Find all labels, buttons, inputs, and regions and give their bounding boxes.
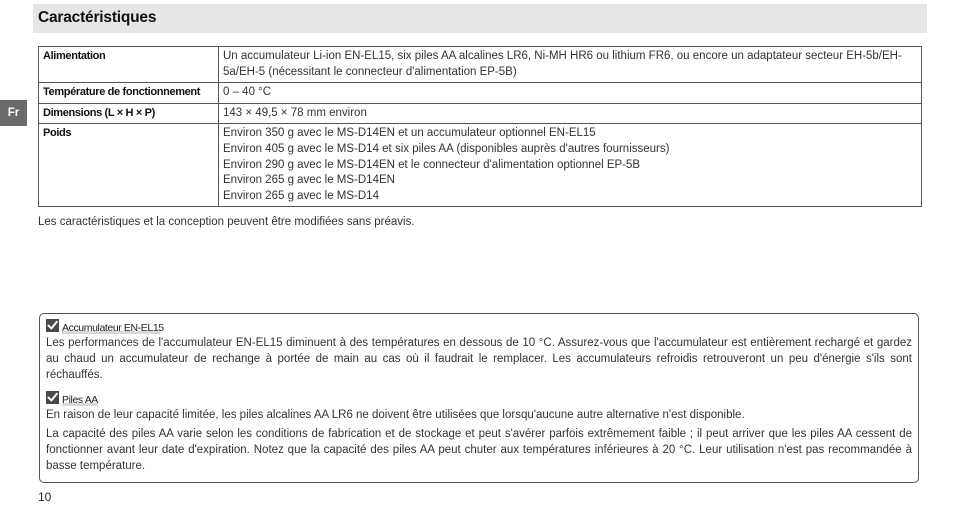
tip-title-wrap bbox=[62, 318, 164, 336]
tip-paragraph: Les performances de l'accumulateur EN-EL15 diminuent à des températures en dessous de 10 °C. Assurez-vous que l'accumulateur est entièrement rechargé et gardez au chaud un accumulateur de rechange à portée de main au cas où il faudrait le remplacer. Les accumulateurs refroidis retrouveront un peu d'énergie s'ils sont réchauffés. bbox=[46, 337, 912, 381]
table-row bbox=[39, 124, 922, 207]
page-title: Caractéristiques bbox=[38, 9, 157, 26]
spec-value bbox=[219, 124, 922, 207]
spec-value-line: Un accumulateur Li-ion EN-EL15, six piles AA alcalines LR6, Ni-MH HR6 ou lithium FR6, ou encore un adaptateur secteur EH-5b/EH-5a/EH-5 (nécessitant le connecteur d'alimentation EP-5B) bbox=[223, 50, 902, 78]
spec-value bbox=[219, 83, 922, 104]
check-box-icon bbox=[46, 391, 59, 404]
specifications-table bbox=[38, 46, 922, 207]
spec-label: Dimensions (L × H × P) bbox=[39, 103, 219, 124]
spec-value bbox=[219, 103, 922, 124]
check-box-icon bbox=[46, 319, 59, 332]
spec-value-line: Environ 265 g avec le MS-D14 bbox=[223, 189, 379, 202]
spec-value-line: Environ 405 g avec le MS-D14 et six piles AA (disponibles auprès d'autres fournisseurs) bbox=[223, 142, 670, 155]
spec-label: Alimentation bbox=[39, 47, 219, 83]
tip-title: Accumulateur EN-EL15 bbox=[62, 322, 164, 334]
language-tab: Fr bbox=[0, 100, 27, 126]
spec-value-line: 143 × 49,5 × 78 mm environ bbox=[223, 106, 367, 119]
spec-label: Poids bbox=[39, 124, 219, 207]
spec-value-line: Environ 290 g avec le MS-D14EN et le connecteur d'alimentation optionnel EP-5B bbox=[223, 158, 641, 171]
specifications-note: Les caractéristiques et la conception peuvent être modifiées sans préavis. bbox=[38, 216, 415, 228]
tip-heading bbox=[46, 390, 912, 406]
tip-paragraph: La capacité des piles AA varie selon les conditions de fabrication et de stockage et peut s'avérer parfois extrêmement faible ; il peut arriver que les piles AA cessent de fonctionner avant leur date d'expiration. Notez que la capacité des piles AA peut chuter aux températures inférieures à 20 °C. Leur utilisation n'est pas recommandée à basse température. bbox=[46, 428, 912, 472]
tip-heading bbox=[46, 318, 912, 334]
page-number: 10 bbox=[38, 490, 52, 504]
spec-value bbox=[219, 47, 922, 83]
tip-title: Piles AA bbox=[62, 394, 98, 406]
table-row bbox=[39, 83, 922, 104]
tip-paragraph: En raison de leur capacité limitée, les piles alcalines AA LR6 ne doivent être utilisées que lorsqu'aucune autre alternative n'est disponible. bbox=[46, 409, 745, 421]
spec-value-line: Environ 350 g avec le MS-D14EN et un accumulateur optionnel EN-EL15 bbox=[223, 127, 596, 140]
spec-value-line: Environ 265 g avec le MS-D14EN bbox=[223, 174, 395, 187]
spec-label: Température de fonctionnement bbox=[39, 83, 219, 104]
tip-title-wrap bbox=[62, 390, 98, 408]
spec-value-line: 0 – 40 °C bbox=[223, 86, 272, 99]
table-row bbox=[39, 47, 922, 83]
table-row bbox=[39, 103, 922, 124]
section-header bbox=[33, 4, 927, 33]
tips-box bbox=[39, 313, 919, 483]
